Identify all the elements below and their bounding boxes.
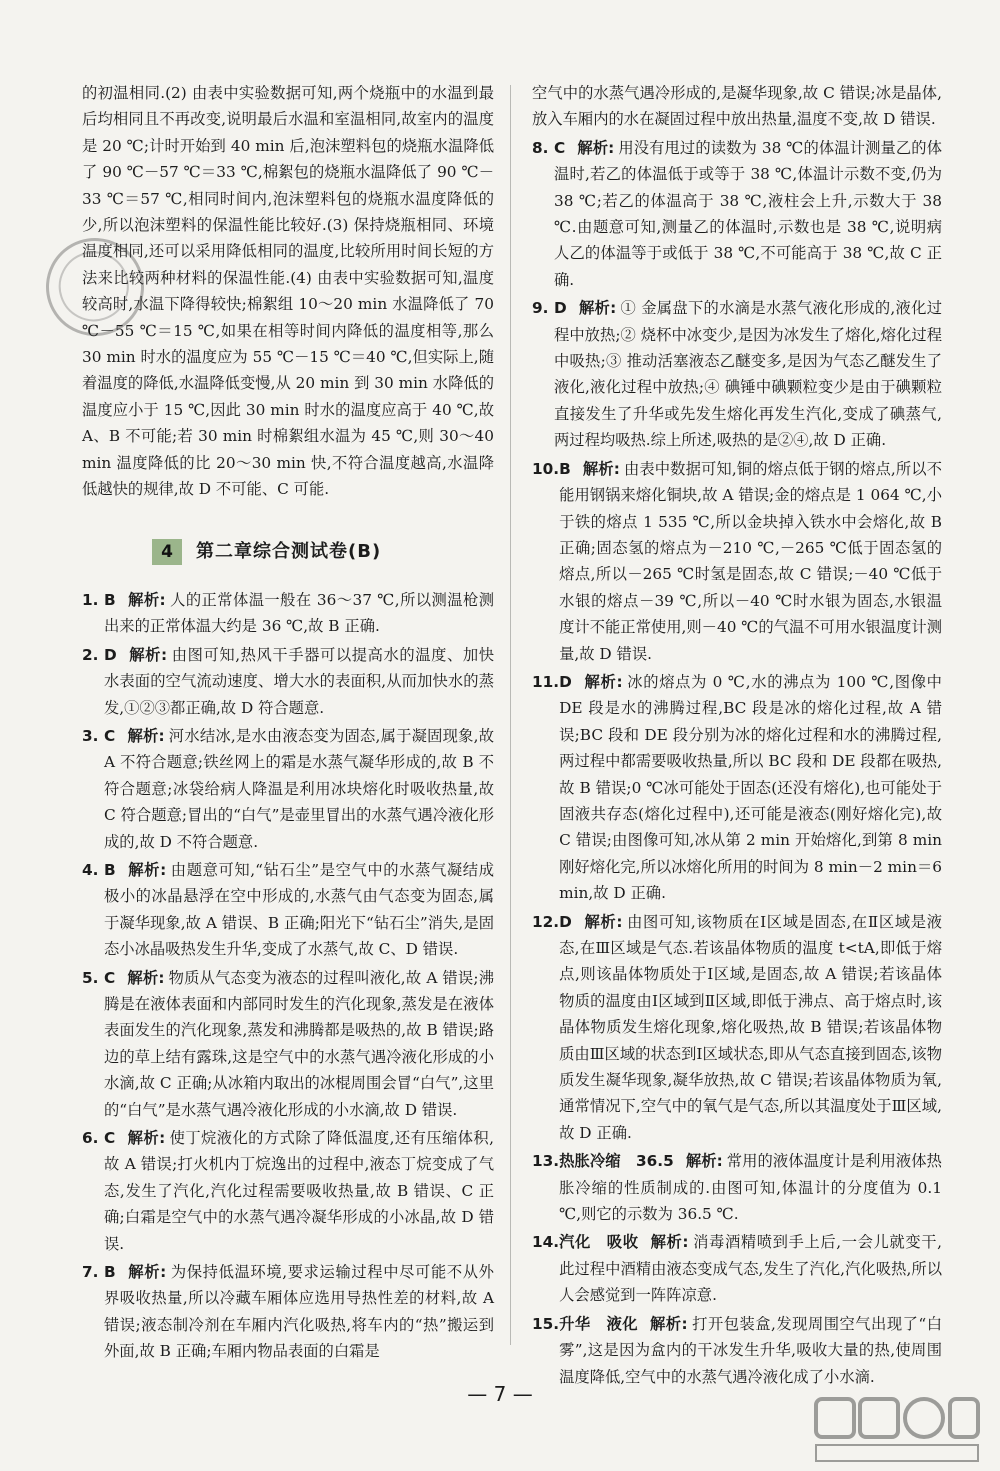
answer-body <box>104 1125 494 1257</box>
question-number: 14. <box>532 1233 560 1252</box>
question-number: 15. <box>532 1314 560 1333</box>
analysis-label: 解析: <box>127 860 167 879</box>
analysis-label: 解析: <box>127 1263 167 1282</box>
page-number: — 7 — <box>467 1382 533 1406</box>
answer-choice: B <box>104 590 116 609</box>
answer-choice: C <box>104 968 116 987</box>
question-number: 1. <box>82 590 99 609</box>
answer-item <box>532 909 942 1147</box>
answer-body <box>104 642 494 721</box>
analysis-label: 解析: <box>127 1129 166 1148</box>
analysis-label: 解析: <box>128 645 168 664</box>
answer-item <box>532 669 942 907</box>
analysis-text: 由图可知,该物质在Ⅰ区域是固态,在Ⅱ区域是液态,在Ⅲ区域是气态.若该晶体物质的温度 t<tA,即低于熔点,则该晶体物质处于Ⅰ区域,是固态,故 A 错误;若该晶体物质的温度由Ⅰ区域到Ⅱ区域,即低于沸点、高于熔点时,该晶体物质发生熔化现象,熔化吸热,故 B 错误;若该晶体物质由Ⅲ区域的状态到Ⅰ区域状态,即从气态直接到固态,该物质发生凝华现象,凝华放热,故 C 错误;若该晶体物质为氧,通常情况下,空气中的氧气是气态,所以其温度处于Ⅲ区域,故 D 正确. <box>559 912 943 1142</box>
analysis-text: ① 金属盘下的水滴是水蒸气液化形成的,液化过程中放热;② 烧杯中冰变少,是因为冰发生了熔化,熔化过程中吸热;③ 推动活塞液态乙醚变多,是因为气态乙醚发生了液化,液化过程中放热;④ 碘锤中碘颗粒变少是由于碘颗粒直接发生了升华或先发生熔化再发生汽化,变成了碘蒸气,两过程均吸热.综上所述,吸热的是②④,故 D 正确. <box>554 299 942 450</box>
question-number: 5. <box>82 968 99 987</box>
answer-body <box>554 135 942 293</box>
answer-item <box>532 135 942 293</box>
question-number: 13. <box>532 1152 560 1171</box>
answer-choice: 升华 液化 <box>559 1314 638 1333</box>
answer-choice: D <box>559 672 572 691</box>
answer-choice: B <box>559 459 571 478</box>
answer-body <box>104 587 494 640</box>
question-number: 3. <box>82 726 99 745</box>
answer-item <box>82 1125 494 1257</box>
answer-choice: B <box>104 860 116 879</box>
analysis-label: 解析: <box>650 1314 688 1333</box>
answer-body <box>559 1311 942 1390</box>
right-column <box>532 80 942 1392</box>
question-number: 12. <box>532 912 560 931</box>
answer-choice: C <box>104 1129 116 1148</box>
answer-item <box>532 1229 942 1308</box>
answer-item <box>82 1259 494 1365</box>
answer-item <box>532 1311 942 1390</box>
analysis-label: 解析: <box>578 299 617 318</box>
answer-body <box>559 669 942 907</box>
answer-body <box>559 909 942 1147</box>
analysis-label: 解析: <box>577 138 615 157</box>
analysis-text: 冰的熔点为 0 ℃,水的沸点为 100 ℃,图像中 DE 段是水的沸腾过程,BC 段是冰的熔化过程,故 A 错误;BC 段和 DE 段分别为冰的熔化过程和水的沸腾过程,两过程中都需要吸收热量,所以 BC 段和 DE 段都在吸热,故 B 错误;0 ℃冰可能处于固态(还没有熔化),也可能处于固液共存态(熔化过程中),还可能是液态(刚好熔化完),故 C 错误;由图像可知,冰从第 2 min 开始熔化,到第 8 min 刚好熔化完,所以冰熔化所用的时间为 8 min－2 min＝6 min,故 D 正确. <box>559 672 942 903</box>
analysis-label: 解析: <box>583 672 623 691</box>
answer-item <box>82 723 494 855</box>
analysis-text: 由表中数据可知,铜的熔点低于钢的熔点,所以不能用钢锅来熔化铜块,故 A 错误;金的熔点是 1 064 ℃,小于铁的熔点 1 535 ℃,所以金块掉入铁水中会熔化,故 B 正确;固态氢的熔点为－210 ℃,－265 ℃低于固态氢的熔点,所以－265 ℃时氢是固态,故 C 错误;－40 ℃低于水银的熔点－39 ℃,所以－40 ℃时水银为固态,水银温度计不能正常使用,则－40 ℃的气温不可用水银温度计测量,故 D 错误. <box>559 459 942 663</box>
answer-choice: D <box>104 645 117 664</box>
answer-body <box>554 295 942 453</box>
analysis-text: 由题意可知,“钻石尘”是空气中的水蒸气凝结成极小的冰晶悬浮在空中形成的,水蒸气由气态变为固态,属于凝华现象,故 A 错误、B 正确;阳光下“钻石尘”消失,是固态小冰晶吸热发生升华,变成了水蒸气,故 C、D 错误. <box>104 860 494 959</box>
question-number: 8. <box>532 138 549 157</box>
continued-paragraph: 空气中的水蒸气遇冷形成的,是凝华现象,故 C 错误;冰是晶体,放入车厢内的水在凝固过程中放出热量,温度不变,故 D 错误. <box>532 84 942 129</box>
analysis-label: 解析: <box>650 1233 689 1252</box>
analysis-text: 用没有甩过的读数为 38 ℃的体温计测量乙的体温时,若乙的体温低于或等于 38 ℃,体温计示数不变,仍为 38 ℃;若乙的体温高于 38 ℃,液柱会上升,示数大于 38 ℃.由题意可知,测量乙的体温时,示数也是 38 ℃,说明病人乙的体温等于或低于 38 ℃,不可能高于 38 ℃,故 C 正确. <box>554 138 942 289</box>
site-logo-icon <box>812 1393 982 1465</box>
question-number: 6. <box>82 1129 99 1148</box>
answer-body <box>559 456 942 667</box>
analysis-label: 解析: <box>127 968 165 987</box>
answer-item <box>532 295 942 453</box>
answer-body <box>104 1259 494 1365</box>
section-title: 第二章综合测试卷(B) <box>196 540 382 562</box>
analysis-text: 打开包装盒,发现周围空气出现了“白雾”,这是因为盒内的干冰发生升华,吸收大量的热,使周围温度降低,空气中的水蒸气遇冷液化成了小水滴. <box>559 1314 942 1386</box>
analysis-text: 使丁烷液化的方式除了降低温度,还有压缩体积,故 A 错误;打火机内丁烷逸出的过程中,液态丁烷变成了气态,发生了汽化,汽化过程需要吸收热量,故 B 错误、C 正确;白霜是空气中的水蒸气遇冷凝华形成的小冰晶,故 D 错误. <box>104 1129 494 1253</box>
answer-item <box>82 857 494 963</box>
analysis-text: 常用的液体温度计是利用液体热胀冷缩的性质制成的.由图可知,体温计的分度值为 0.1 ℃,则它的示数为 36.5 ℃. <box>559 1152 942 1224</box>
answer-body <box>559 1229 942 1308</box>
column-divider <box>510 85 511 1345</box>
answer-choice: D <box>554 299 567 318</box>
answer-item <box>532 1148 942 1227</box>
analysis-text: 人的正常体温一般在 36～37 ℃,所以测温枪测出来的正常体温大约是 36 ℃,故 B 正确. <box>104 590 494 636</box>
answer-choice: 热胀冷缩 36.5 <box>559 1152 674 1171</box>
intro-paragraph: 的初温相同.(2) 由表中实验数据可知,两个烧瓶中的水温到最后均相同且不再改变,说明最后水温和室温相同,故室内的温度是 20 ℃;计时开始到 40 min 后,泡沫塑料包的烧瓶水温降低了 90 ℃－57 ℃＝33 ℃,棉絮包的烧瓶水温降低了 90 ℃－33 ℃＝57 ℃,相同时间内,泡沫塑料包的烧瓶水温度降低的少,所以泡沫塑料的保温性能比较好.(3) 保持烧瓶相同、环境温度相同,还可以采用降低相同的温度,比较所用时间长短的方法来比较两种材料的保温性能.(4) 由表中实验数据可知,温度较高时,水温下降得较快;棉絮组 10～20 min 水温降低了 70 ℃－55 ℃＝15 ℃,如果在相等时间内降低的温度相等,那么 30 min 时水的温度应为 55 ℃－15 ℃＝40 ℃,但实际上,随着温度的降低,水温降低变慢,从 20 min 到 30 min 水降低的温度应小于 15 ℃,因此 30 min 时水的温度应高于 40 ℃,故 A、B 不可能;若 30 min 时棉絮组水温为 45 ℃,则 30～40 min 温度降低的比 20～30 min 快,不符合温度越高,水温降低越快的规律,故 D 不可能、C 可能. <box>82 84 494 499</box>
answer-choice: 汽化 吸收 <box>559 1233 639 1252</box>
answer-item <box>82 587 494 640</box>
question-number: 2. <box>82 645 99 664</box>
answer-item <box>82 642 494 721</box>
answer-list-right <box>532 135 942 1390</box>
analysis-label: 解析: <box>685 1152 723 1171</box>
answer-choice: D <box>559 912 572 931</box>
analysis-label: 解析: <box>583 912 623 931</box>
analysis-label: 解析: <box>582 459 620 478</box>
answer-body <box>104 723 494 855</box>
analysis-label: 解析: <box>127 726 165 745</box>
answer-item <box>532 456 942 667</box>
answer-choice: C <box>554 138 566 157</box>
analysis-label: 解析: <box>127 590 166 609</box>
answer-body <box>559 1148 942 1227</box>
section-heading <box>152 539 494 565</box>
answer-choice: C <box>104 726 116 745</box>
analysis-text: 消毒酒精喷到手上后,一会儿就变干,此过程中酒精由液态变成气态,发生了汽化,汽化吸热,所以人会感觉到一阵阵凉意. <box>559 1233 942 1305</box>
answer-choice: B <box>104 1263 116 1282</box>
analysis-text: 河水结冰,是水由液态变为固态,属于凝固现象,故 A 不符合题意;铁丝网上的霜是水蒸气凝华形成的,故 B 不符合题意;冰袋给病人降温是利用冰块熔化时吸收热量,故 C 符合题意;冒出的“白气”是壶里冒出的水蒸气遇冷液化形成的,故 D 不符合题意. <box>104 726 494 851</box>
analysis-text: 为保持低温环境,要求运输过程中尽可能不从外界吸收热量,所以冷藏车厢体应选用导热性差的材料,故 A 错误;液态制冷剂在车厢内汽化吸热,将车内的“热”搬运到外面,故 B 正确;车厢内物品表面的白霜是 <box>104 1263 494 1361</box>
question-number: 4. <box>82 860 99 879</box>
left-column <box>82 80 494 1367</box>
question-number: 11. <box>532 672 560 691</box>
answer-body <box>104 857 494 963</box>
question-number: 7. <box>82 1263 99 1282</box>
answer-item <box>82 965 494 1123</box>
answer-body <box>104 965 494 1123</box>
question-number: 10. <box>532 459 560 478</box>
answer-list-left <box>82 587 494 1365</box>
section-number-badge: 4 <box>152 539 182 565</box>
analysis-text: 物质从气态变为液态的过程叫液化,故 A 错误;沸腾是在液体表面和内部同时发生的汽化现象,蒸发是在液体表面发生的汽化现象,蒸发和沸腾都是吸热的,故 B 错误;路边的草上结有露珠,这是空气中的水蒸气遇冷液化形成的小水滴,故 C 正确;从冰箱内取出的冰棍周围会冒“白气”,这里的“白气”是水蒸气遇冷液化形成的小水滴,故 D 错误. <box>104 968 494 1119</box>
analysis-text: 由图可知,热风干手器可以提高水的温度、加快水表面的空气流动速度、增大水的表面积,从而加快水的蒸发,①②③都正确,故 D 符合题意. <box>104 645 494 717</box>
question-number: 9. <box>532 299 549 318</box>
